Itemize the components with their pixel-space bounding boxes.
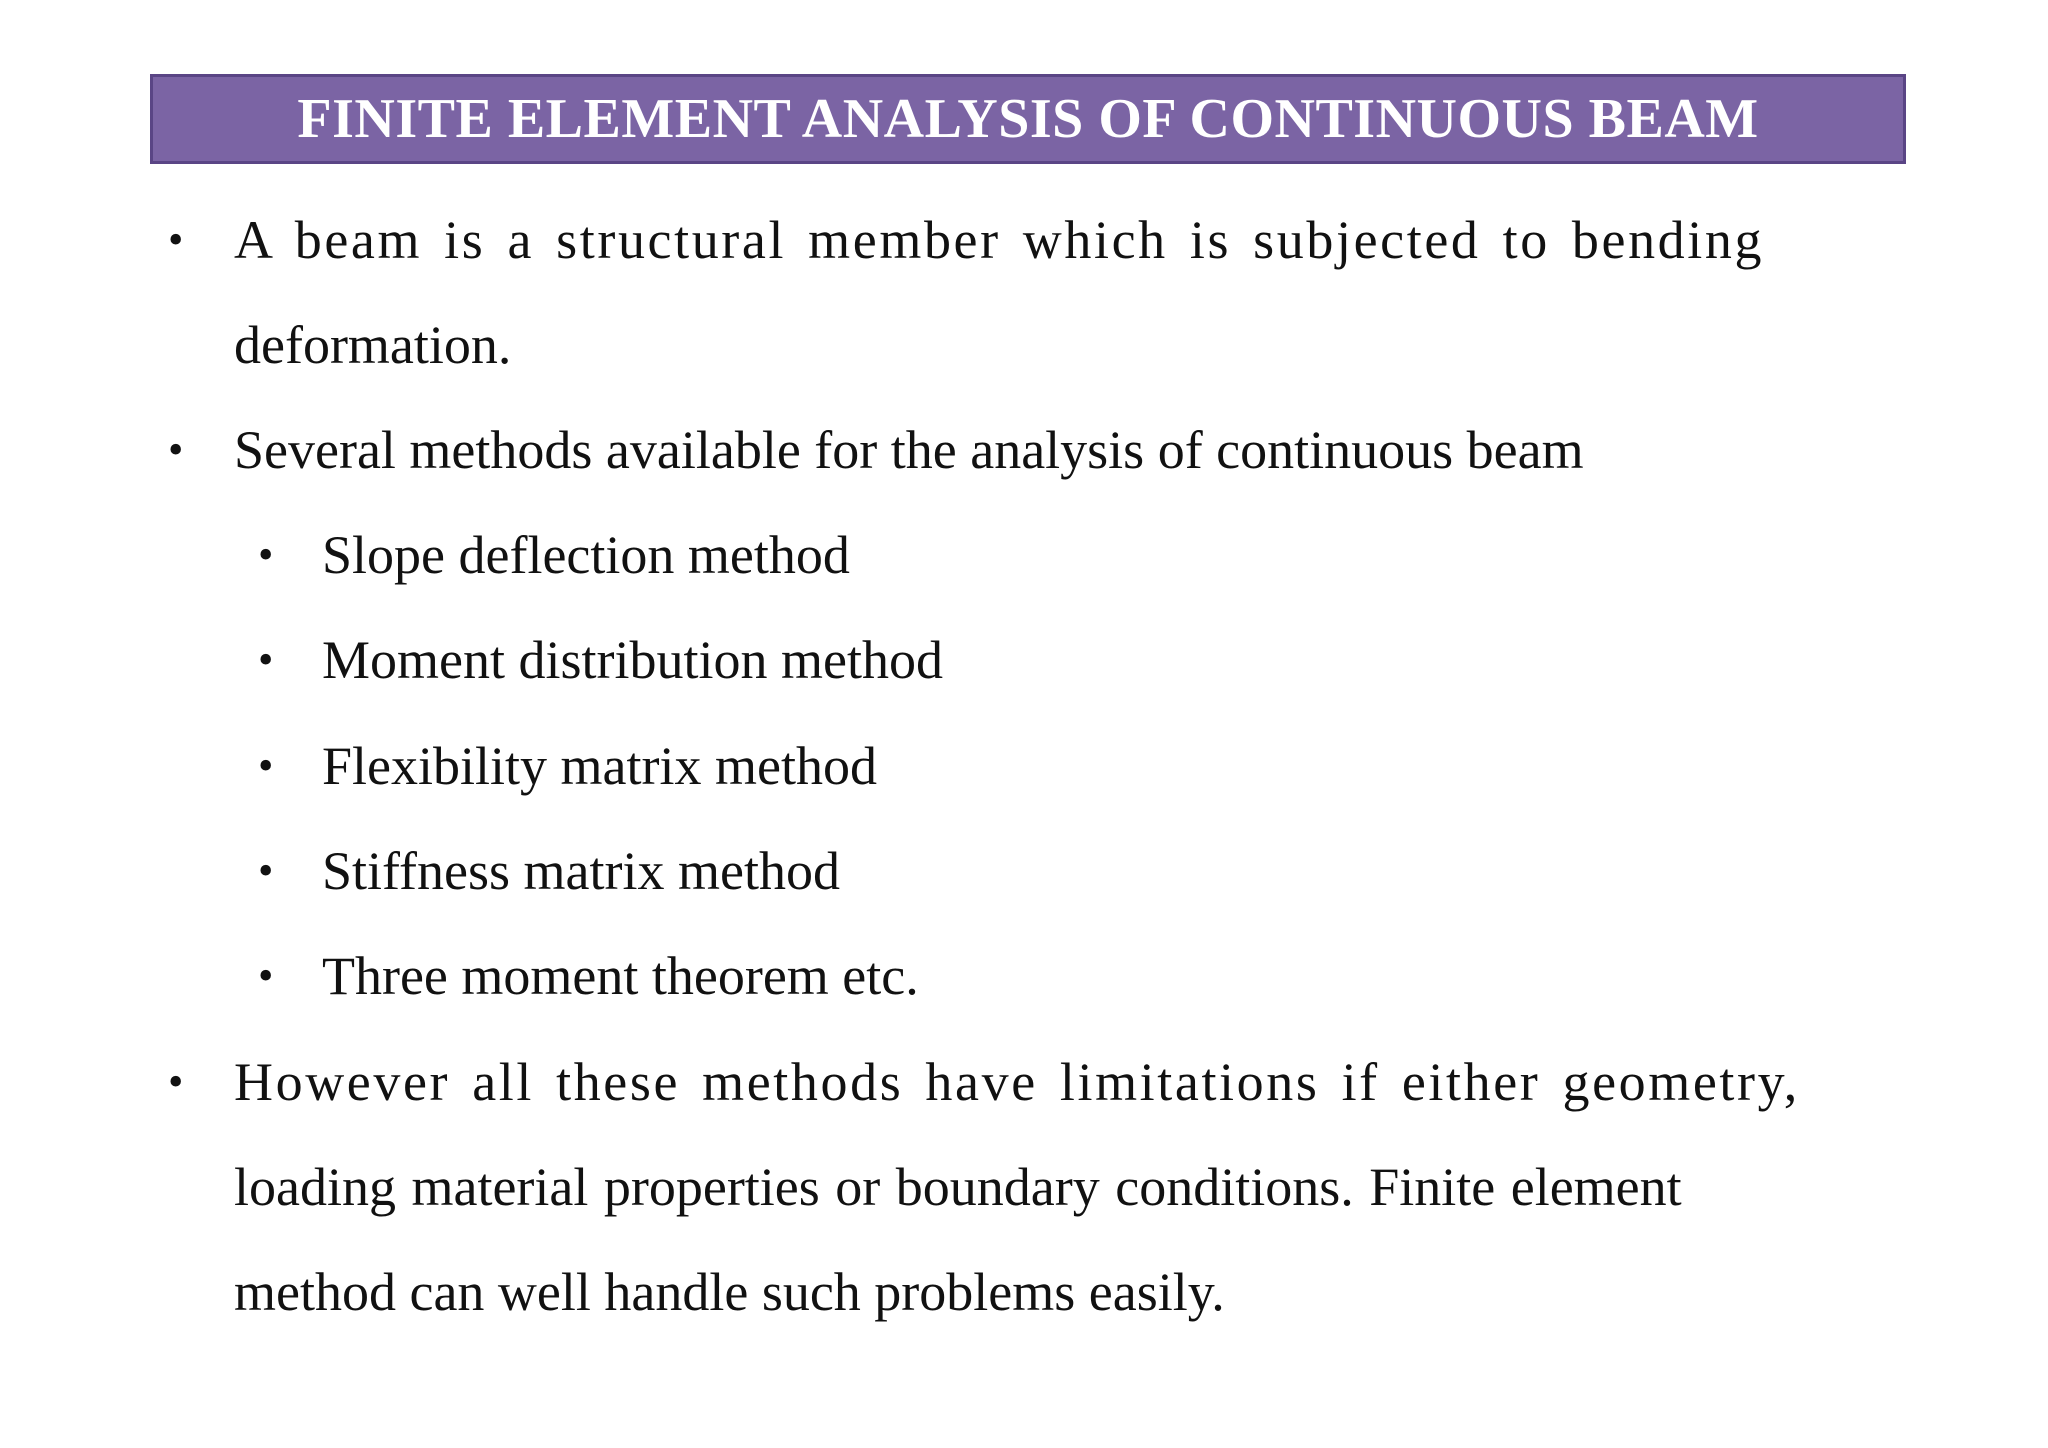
sub-item-three-moment-theorem: Three moment theorem etc. bbox=[322, 946, 919, 1006]
bullet-3-line-3: method can well handle such problems easily. bbox=[234, 1262, 1225, 1322]
sub-bullet-marker: • bbox=[258, 530, 274, 579]
bullet-marker: • bbox=[168, 1057, 184, 1106]
sub-item-stiffness-matrix: Stiffness matrix method bbox=[322, 841, 840, 901]
bullet-3-line-2: loading material properties or boundary conditions. Finite element bbox=[234, 1157, 1682, 1217]
sub-bullet-marker: • bbox=[258, 846, 274, 895]
sub-bullet-marker: • bbox=[258, 741, 274, 790]
bullet-marker: • bbox=[168, 215, 184, 264]
bullet-2-line-1: Several methods available for the analysis of continuous beam bbox=[234, 420, 1584, 480]
bullet-1-line-2: deformation. bbox=[234, 315, 512, 375]
sub-item-slope-deflection: Slope deflection method bbox=[322, 525, 850, 585]
bullet-3-line-1: However all these methods have limitations if either geometry, bbox=[234, 1052, 1800, 1112]
sub-bullet-marker: • bbox=[258, 635, 274, 684]
sub-bullet-marker: • bbox=[258, 951, 274, 1000]
slide-title: FINITE ELEMENT ANALYSIS OF CONTINUOUS BEAM bbox=[297, 88, 1759, 150]
bullet-1-line-1: A beam is a structural member which is subjected to bending bbox=[234, 210, 1765, 270]
sub-item-moment-distribution: Moment distribution method bbox=[322, 630, 943, 690]
sub-item-flexibility-matrix: Flexibility matrix method bbox=[322, 736, 877, 796]
bullet-marker: • bbox=[168, 425, 184, 474]
